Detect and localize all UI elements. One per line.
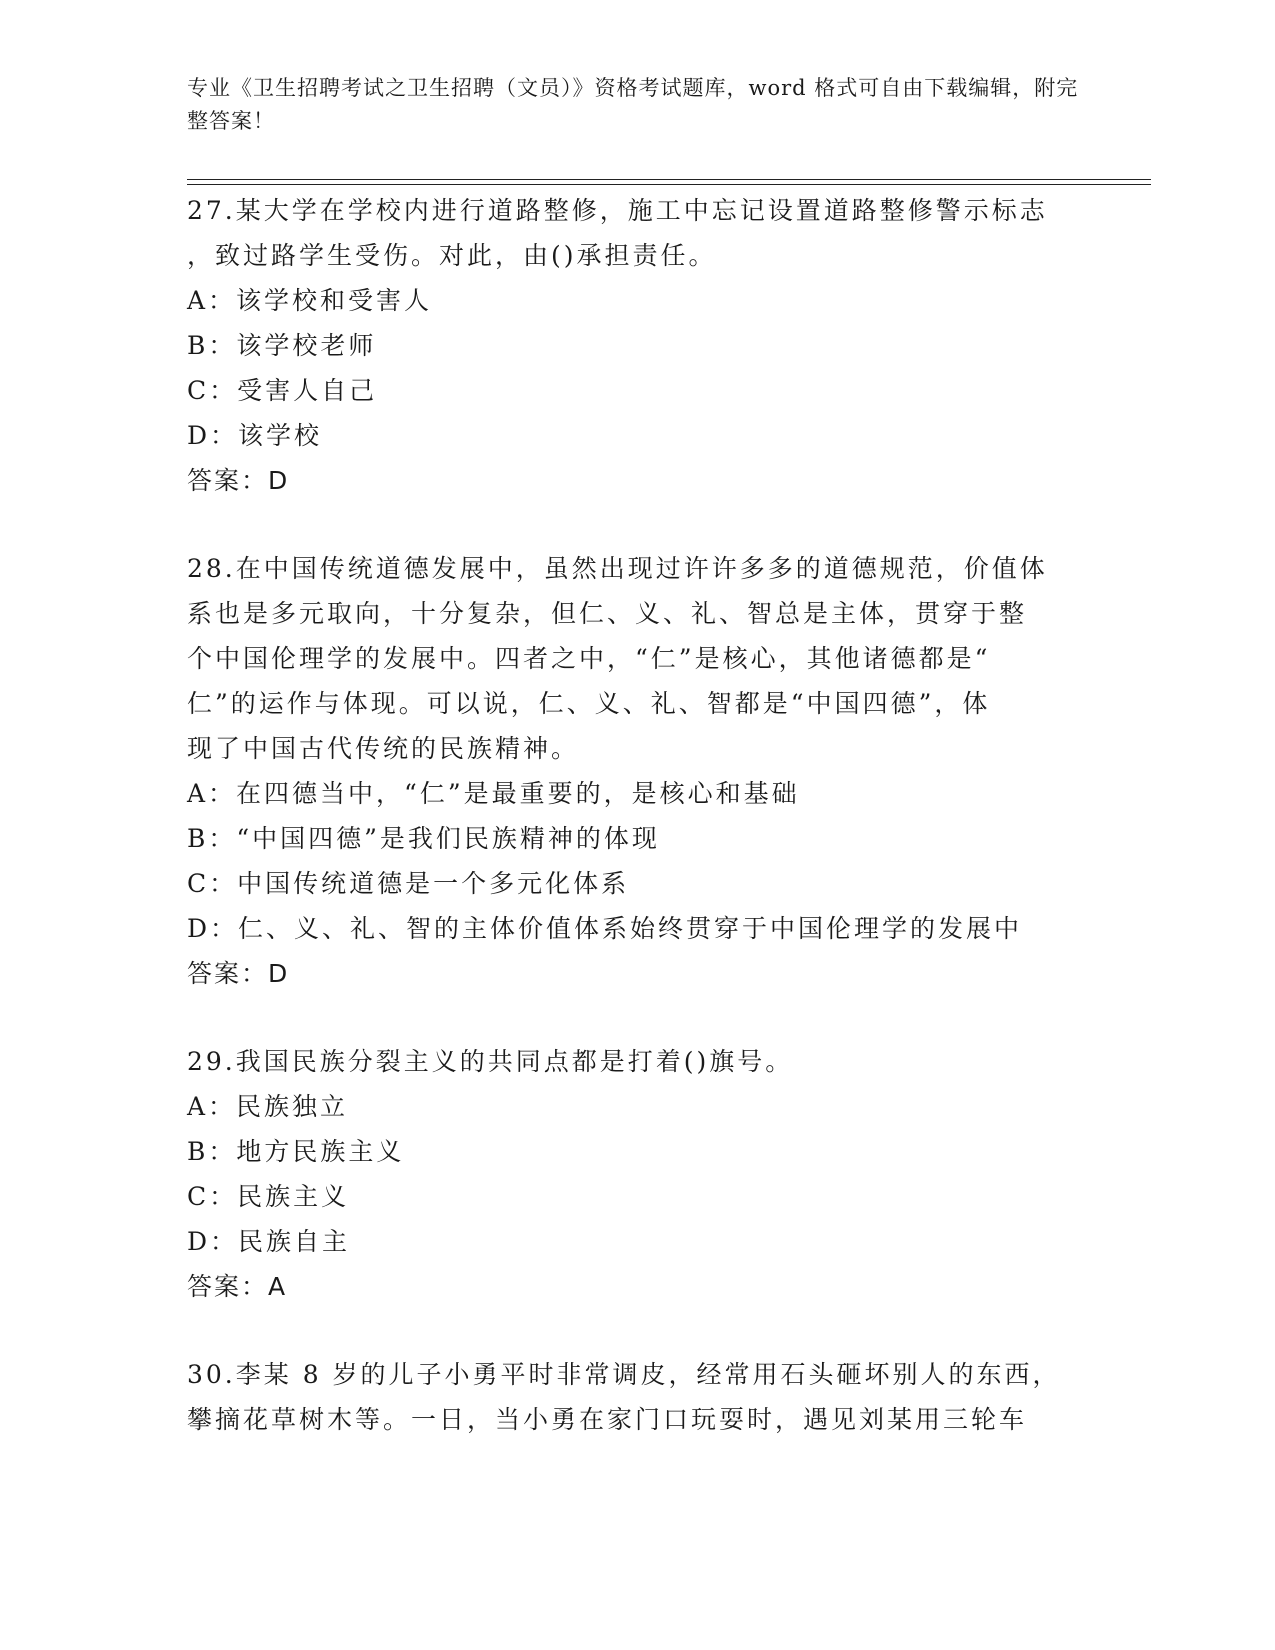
question-stem — [187, 546, 1087, 771]
stem-line: 攀摘花草树木等。一日，当小勇在家门口玩耍时，遇见刘某用三轮车 — [187, 1405, 1028, 1434]
stem-line: 28.在中国传统道德发展中，虽然出现过许许多多的道德规范，价值体 — [187, 554, 1048, 583]
answer-line: 答案：D — [187, 466, 290, 495]
option-c: C：中国传统道德是一个多元化体系 — [187, 869, 630, 898]
option-d: D：该学校 — [187, 421, 323, 450]
option-c: C：受害人自己 — [187, 376, 378, 405]
question-stem — [187, 1352, 1087, 1442]
option-b: B：该学校老师 — [187, 331, 377, 360]
option-a: A：在四德当中，“仁”是最重要的，是核心和基础 — [187, 779, 800, 808]
option-b: B：“中国四德”是我们民族精神的体现 — [187, 824, 660, 853]
option-c: C：民族主义 — [187, 1182, 350, 1211]
stem-line: 系也是多元取向，十分复杂，但仁、义、礼、智总是主体，贯穿于整 — [187, 599, 1028, 628]
question-stem — [187, 188, 1087, 278]
option-a: A：民族独立 — [187, 1092, 349, 1121]
question-stem — [187, 1039, 1087, 1084]
stem-line: 27.某大学在学校内进行道路整修，施工中忘记设置道路整修警示标志 — [187, 196, 1048, 225]
stem-line: 30.李某 8 岁的儿子小勇平时非常调皮，经常用石头砸坏别人的东西， — [187, 1360, 1061, 1389]
question-30 — [187, 1352, 1087, 1442]
question-list — [187, 188, 1087, 1485]
stem-line: ，致过路学生受伤。对此，由()承担责任。 — [187, 241, 717, 270]
document-header — [187, 72, 1087, 138]
stem-line: 个中国伦理学的发展中。四者之中，“仁”是核心，其他诸德都是“ — [187, 644, 991, 673]
header-text: 专业《卫生招聘考试之卫生招聘（文员）》资格考试题库，word 格式可自由下载编辑，附完整答案！ — [187, 76, 1079, 133]
question-27 — [187, 188, 1087, 503]
stem-line: 仁”的运作与体现。可以说，仁、义、礼、智都是“中国四德”，体 — [187, 689, 991, 718]
stem-line: 29.我国民族分裂主义的共同点都是打着()旗号。 — [187, 1047, 794, 1076]
header-divider-bottom — [187, 184, 1151, 185]
answer-line: 答案：D — [187, 959, 290, 988]
question-28 — [187, 546, 1087, 996]
option-a: A：该学校和受害人 — [187, 286, 433, 315]
question-29 — [187, 1039, 1087, 1309]
option-b: B：地方民族主义 — [187, 1137, 405, 1166]
option-d: D：民族自主 — [187, 1227, 351, 1256]
stem-line: 现了中国古代传统的民族精神。 — [187, 734, 580, 763]
header-divider-top — [187, 179, 1151, 180]
option-d: D：仁、义、礼、智的主体价值体系始终贯穿于中国伦理学的发展中 — [187, 914, 1023, 943]
answer-line: 答案：A — [187, 1272, 288, 1301]
